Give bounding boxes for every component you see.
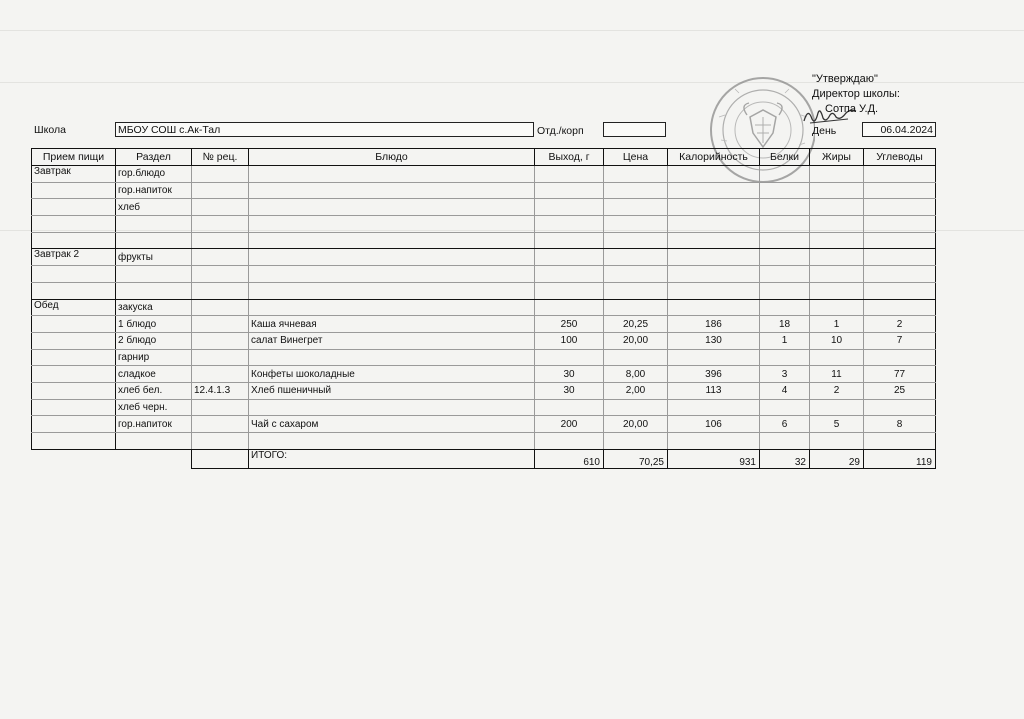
cell-recipe-no: [192, 199, 249, 216]
table-row: [32, 249, 936, 266]
cell-calories: [668, 433, 760, 450]
cell-protein: [760, 216, 810, 233]
cell-meal: [32, 316, 116, 333]
cell-calories: [668, 399, 760, 416]
table-row: [32, 366, 936, 383]
cell-protein: [760, 399, 810, 416]
total-carbs: 119: [864, 449, 936, 468]
cell-dish: [249, 266, 535, 283]
cell-carbs: [864, 232, 936, 249]
cell-dish: [249, 299, 535, 316]
col-header-section: Раздел: [116, 149, 192, 166]
col-header-price: Цена: [604, 149, 668, 166]
cell-output: [535, 266, 604, 283]
cell-fat: [810, 232, 864, 249]
cell-protein: 6: [760, 416, 810, 433]
cell-price: 20,00: [604, 416, 668, 433]
cell-protein: [760, 232, 810, 249]
cell-dish: [249, 399, 535, 416]
cell-dish: [249, 249, 535, 266]
cell-carbs: [864, 299, 936, 316]
cell-carbs: [864, 349, 936, 366]
cell-fat: [810, 182, 864, 199]
cell-carbs: [864, 182, 936, 199]
cell-recipe-no: [192, 299, 249, 316]
total-spacer: [32, 449, 116, 468]
cell-calories: [668, 182, 760, 199]
cell-dish: [249, 216, 535, 233]
cell-fat: [810, 249, 864, 266]
cell-dish: Каша ячневая: [249, 316, 535, 333]
cell-output: [535, 349, 604, 366]
cell-calories: [668, 299, 760, 316]
cell-output: 30: [535, 366, 604, 383]
cell-protein: 1: [760, 332, 810, 349]
school-label: Школа: [34, 124, 66, 136]
dept-field: [603, 122, 666, 137]
cell-recipe-no: 12.4.1.3: [192, 382, 249, 399]
cell-carbs: [864, 249, 936, 266]
col-header-carbs: Углеводы: [864, 149, 936, 166]
cell-output: [535, 216, 604, 233]
cell-meal: [32, 199, 116, 216]
cell-recipe-no: [192, 366, 249, 383]
cell-output: [535, 182, 604, 199]
cell-calories: [668, 282, 760, 299]
cell-output: [535, 232, 604, 249]
cell-dish: [249, 349, 535, 366]
cell-recipe-no: [192, 433, 249, 450]
cell-price: [604, 232, 668, 249]
approval-block: [812, 72, 900, 117]
cell-protein: [760, 299, 810, 316]
table-row: [32, 282, 936, 299]
cell-dish: салат Винегрет: [249, 332, 535, 349]
cell-fat: [810, 199, 864, 216]
cell-fat: [810, 266, 864, 283]
cell-section: фрукты: [116, 249, 192, 266]
cell-carbs: 25: [864, 382, 936, 399]
cell-calories: [668, 166, 760, 183]
cell-meal: Завтрак 2: [32, 249, 116, 266]
approval-name: Сотпа У.Д.: [825, 103, 879, 115]
cell-recipe-no: [192, 216, 249, 233]
cell-carbs: [864, 282, 936, 299]
cell-protein: [760, 249, 810, 266]
cell-carbs: 8: [864, 416, 936, 433]
table-row: [32, 216, 936, 233]
cell-meal: [32, 416, 116, 433]
cell-section: закуска: [116, 299, 192, 316]
cell-fat: [810, 399, 864, 416]
cell-section: хлеб бел.: [116, 382, 192, 399]
cell-carbs: [864, 216, 936, 233]
cell-meal: [32, 366, 116, 383]
cell-meal: [32, 382, 116, 399]
cell-section: [116, 216, 192, 233]
cell-price: 20,25: [604, 316, 668, 333]
cell-dish: Чай с сахаром: [249, 416, 535, 433]
cell-dish: [249, 282, 535, 299]
cell-recipe-no: [192, 349, 249, 366]
cell-price: 8,00: [604, 366, 668, 383]
cell-protein: [760, 166, 810, 183]
col-header-dish: Блюдо: [249, 149, 535, 166]
cell-carbs: 77: [864, 366, 936, 383]
total-output: 610: [535, 449, 604, 468]
cell-recipe-no: [192, 316, 249, 333]
table-row: [32, 299, 936, 316]
cell-section: хлеб черн.: [116, 399, 192, 416]
cell-output: [535, 249, 604, 266]
cell-output: 100: [535, 332, 604, 349]
cell-protein: 18: [760, 316, 810, 333]
cell-meal: [32, 232, 116, 249]
cell-meal: [32, 266, 116, 283]
cell-recipe-no: [192, 166, 249, 183]
cell-fat: 2: [810, 382, 864, 399]
cell-fat: [810, 282, 864, 299]
col-header-fat: Жиры: [810, 149, 864, 166]
cell-section: гор.напиток: [116, 182, 192, 199]
cell-meal: [32, 349, 116, 366]
total-row: [32, 449, 936, 468]
cell-protein: [760, 182, 810, 199]
cell-price: [604, 182, 668, 199]
table-row: [32, 332, 936, 349]
school-field: МБОУ СОШ с.Ак-Тал: [115, 122, 534, 137]
cell-fat: [810, 433, 864, 450]
cell-carbs: 2: [864, 316, 936, 333]
cell-price: [604, 349, 668, 366]
cell-recipe-no: [192, 399, 249, 416]
cell-price: 2,00: [604, 382, 668, 399]
cell-output: 30: [535, 382, 604, 399]
cell-carbs: [864, 199, 936, 216]
cell-calories: [668, 232, 760, 249]
approval-title: "Утверждаю": [812, 73, 878, 85]
table-row: [32, 399, 936, 416]
cell-meal: [32, 282, 116, 299]
table-row: [32, 416, 936, 433]
cell-meal: [32, 182, 116, 199]
cell-calories: 396: [668, 366, 760, 383]
cell-fat: [810, 349, 864, 366]
cell-fat: 5: [810, 416, 864, 433]
cell-meal: Завтрак: [32, 166, 116, 183]
cell-price: [604, 216, 668, 233]
table-header-row: [32, 149, 936, 166]
cell-fat: 11: [810, 366, 864, 383]
cell-section: 2 блюдо: [116, 332, 192, 349]
cell-dish: [249, 199, 535, 216]
cell-section: гарнир: [116, 349, 192, 366]
cell-recipe-no: [192, 332, 249, 349]
cell-calories: [668, 349, 760, 366]
cell-protein: [760, 433, 810, 450]
cell-meal: [32, 216, 116, 233]
table-row: [32, 182, 936, 199]
cell-calories: 130: [668, 332, 760, 349]
cell-carbs: [864, 399, 936, 416]
total-label: ИТОГО:: [249, 449, 535, 468]
cell-recipe-no: [192, 282, 249, 299]
cell-price: [604, 199, 668, 216]
table-row: [32, 266, 936, 283]
cell-recipe-no: [192, 266, 249, 283]
total-cell: [192, 449, 249, 468]
cell-carbs: 7: [864, 332, 936, 349]
cell-fat: 10: [810, 332, 864, 349]
cell-meal: Обед: [32, 299, 116, 316]
cell-calories: 113: [668, 382, 760, 399]
cell-carbs: [864, 266, 936, 283]
cell-meal: [32, 433, 116, 450]
cell-carbs: [864, 433, 936, 450]
cell-output: [535, 399, 604, 416]
col-header-output: Выход, г: [535, 149, 604, 166]
cell-carbs: [864, 166, 936, 183]
cell-dish: [249, 182, 535, 199]
cell-protein: [760, 199, 810, 216]
cell-dish: Конфеты шоколадные: [249, 366, 535, 383]
cell-recipe-no: [192, 232, 249, 249]
cell-protein: [760, 282, 810, 299]
cell-calories: [668, 249, 760, 266]
cell-section: гор.напиток: [116, 416, 192, 433]
cell-dish: [249, 433, 535, 450]
table-row: [32, 166, 936, 183]
cell-calories: 186: [668, 316, 760, 333]
cell-fat: 1: [810, 316, 864, 333]
cell-meal: [32, 332, 116, 349]
cell-price: [604, 266, 668, 283]
col-header-meal: Прием пищи: [32, 149, 116, 166]
cell-dish: [249, 232, 535, 249]
cell-price: [604, 299, 668, 316]
cell-price: [604, 282, 668, 299]
day-label: День: [812, 125, 837, 137]
cell-recipe-no: [192, 416, 249, 433]
menu-table-body: [32, 149, 936, 469]
cell-fat: [810, 166, 864, 183]
cell-calories: [668, 199, 760, 216]
cell-calories: 106: [668, 416, 760, 433]
cell-fat: [810, 216, 864, 233]
cell-output: [535, 433, 604, 450]
scan-artifact: [0, 30, 1024, 31]
total-spacer: [116, 449, 192, 468]
cell-price: [604, 249, 668, 266]
cell-protein: [760, 349, 810, 366]
col-header-protein: Белки: [760, 149, 810, 166]
cell-output: 250: [535, 316, 604, 333]
cell-section: [116, 282, 192, 299]
menu-table: [31, 148, 936, 469]
cell-output: 200: [535, 416, 604, 433]
cell-fat: [810, 299, 864, 316]
cell-recipe-no: [192, 182, 249, 199]
table-row: [32, 316, 936, 333]
cell-output: [535, 282, 604, 299]
cell-price: [604, 166, 668, 183]
cell-protein: 3: [760, 366, 810, 383]
table-row: [32, 199, 936, 216]
cell-calories: [668, 266, 760, 283]
cell-section: гор.блюдо: [116, 166, 192, 183]
cell-recipe-no: [192, 249, 249, 266]
total-protein: 32: [760, 449, 810, 468]
day-field: 06.04.2024: [862, 122, 936, 137]
cell-output: [535, 299, 604, 316]
cell-dish: [249, 166, 535, 183]
table-row: [32, 433, 936, 450]
cell-output: [535, 166, 604, 183]
total-fat: 29: [810, 449, 864, 468]
cell-price: [604, 433, 668, 450]
cell-protein: [760, 266, 810, 283]
table-row: [32, 349, 936, 366]
cell-dish: Хлеб пшеничный: [249, 382, 535, 399]
cell-price: [604, 399, 668, 416]
cell-section: [116, 266, 192, 283]
cell-price: 20,00: [604, 332, 668, 349]
col-header-recipe-no: № рец.: [192, 149, 249, 166]
table-row: [32, 232, 936, 249]
cell-calories: [668, 216, 760, 233]
cell-section: [116, 232, 192, 249]
cell-protein: 4: [760, 382, 810, 399]
approval-position: Директор школы:: [812, 88, 900, 100]
cell-section: сладкое: [116, 366, 192, 383]
cell-output: [535, 199, 604, 216]
total-price: 70,25: [604, 449, 668, 468]
cell-section: [116, 433, 192, 450]
cell-section: хлеб: [116, 199, 192, 216]
col-header-calories: Калорийность: [668, 149, 760, 166]
cell-section: 1 блюдо: [116, 316, 192, 333]
dept-label: Отд./корп: [537, 125, 584, 137]
table-row: [32, 382, 936, 399]
cell-meal: [32, 399, 116, 416]
total-calories: 931: [668, 449, 760, 468]
